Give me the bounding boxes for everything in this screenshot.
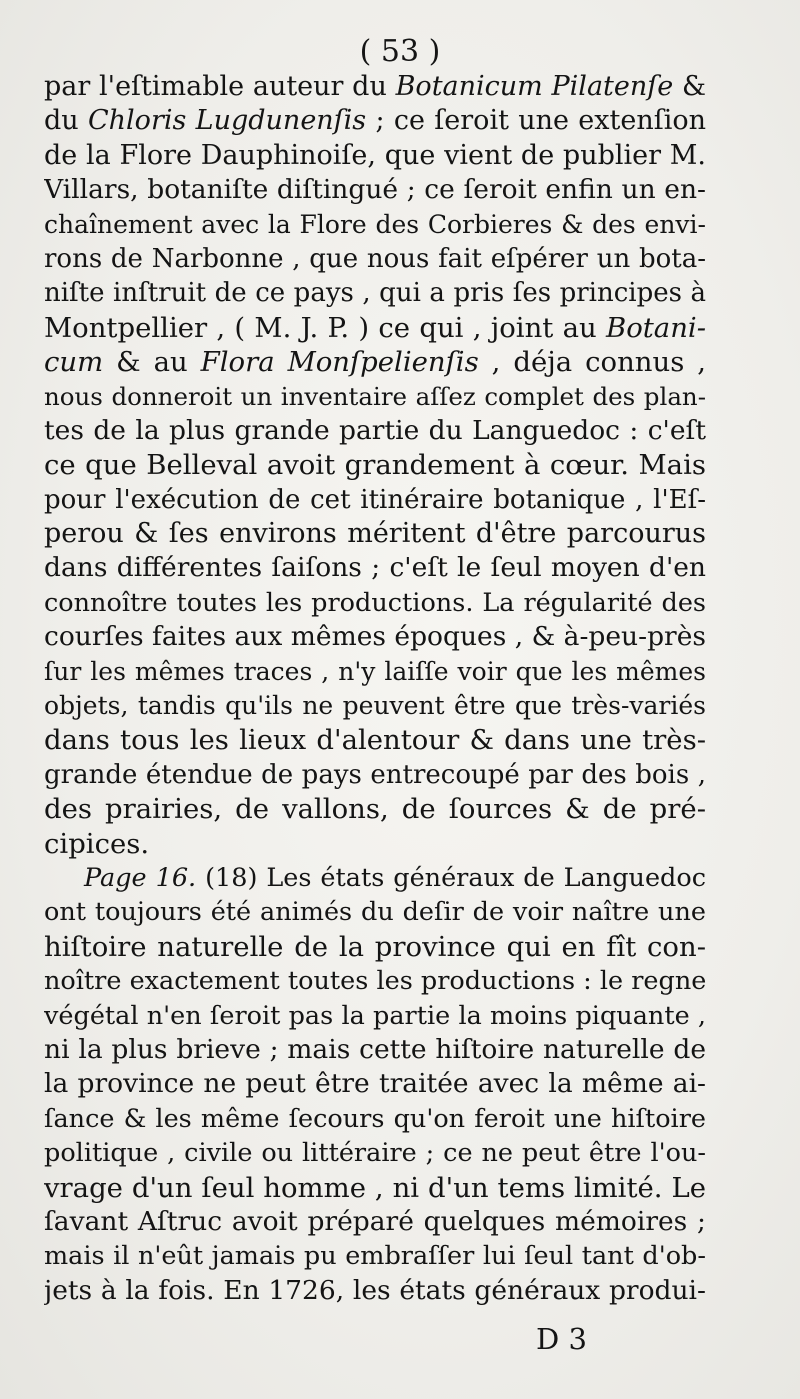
text-segment: tes de la plus grande partie du Languedoc : c'eſt xyxy=(44,414,706,446)
italic-text: Chloris Lugdunenſis xyxy=(88,105,367,137)
text-segment: grande étendue de pays entrecoupé par des bois , xyxy=(44,759,706,790)
signature-mark: D 3 xyxy=(536,1322,587,1356)
text-segment: de la Flore Dauphinoiſe, que vient de publier M. xyxy=(44,139,706,171)
text-segment: du xyxy=(44,105,88,137)
text-segment: courſes faites aux mêmes époques , & à-peu-près xyxy=(44,621,706,653)
body-text xyxy=(44,70,706,1308)
text-line xyxy=(44,173,706,207)
text-line xyxy=(44,999,706,1033)
text-line xyxy=(44,517,706,551)
page-number: ( 53 ) xyxy=(359,34,441,69)
text-line xyxy=(44,139,706,173)
text-line xyxy=(44,792,706,826)
text-segment: ni la plus brieve ; mais cette hiſtoire naturelle de xyxy=(44,1033,706,1065)
text-segment: jets à la fois. En 1726, les états généraux produi- xyxy=(44,1274,706,1306)
text-segment: perou & ſes environs méritent d'être parcourus xyxy=(44,518,706,550)
text-line xyxy=(44,723,706,757)
text-segment: des prairies, de vallons, de ſources & de pré- xyxy=(44,793,706,826)
text-segment: par l'eſtimable auteur du xyxy=(44,71,396,102)
text-line xyxy=(44,208,706,242)
text-line xyxy=(44,964,706,998)
text-line xyxy=(44,380,706,414)
text-segment: vrage d'un ſeul homme , ni d'un tems limité. Le xyxy=(44,1171,706,1204)
text-segment: dans tous les lieux d'alentour & dans une très- xyxy=(44,724,706,757)
text-segment: ſavant Aſtruc avoit préparé quelques mémoires ; xyxy=(44,1205,706,1237)
text-line xyxy=(44,104,706,138)
text-line xyxy=(44,1171,706,1205)
text-segment: Villars, botaniſte diſtingué ; ce ſeroit enfin un en- xyxy=(44,174,706,206)
text-line xyxy=(44,345,706,379)
text-line xyxy=(44,655,706,689)
text-segment: ſur les mêmes traces , n'y laiſſe voir que les mêmes xyxy=(44,656,706,686)
text-segment: pour l'exécution de cet itinéraire botanique , l'Eſ- xyxy=(44,484,706,515)
text-segment: politique , civile ou littéraire ; ce ne peut être l'ou- xyxy=(44,1138,706,1169)
text-line xyxy=(44,1033,706,1067)
text-segment: & au xyxy=(103,346,201,379)
text-segment: rons de Narbonne , que nous fait eſpérer un bota- xyxy=(44,243,706,274)
text-segment: connoître toutes les productions. La régularité des xyxy=(44,587,706,618)
text-line xyxy=(44,1067,706,1101)
text-segment: Montpellier , ( M. J. P. ) ce qui , joint au xyxy=(44,311,606,344)
text-line xyxy=(44,861,706,895)
text-segment: mais il n'eût jamais pu embraſſer lui ſeul tant d'ob- xyxy=(44,1241,706,1272)
text-segment: dans différentes ſaiſons ; c'eſt le ſeul moyen d'en xyxy=(44,552,706,584)
italic-text: Page xyxy=(84,862,147,893)
text-line xyxy=(44,689,706,723)
italic-text: Botani- xyxy=(605,311,706,344)
text-segment: & xyxy=(673,71,706,102)
text-line xyxy=(44,930,706,964)
text-line xyxy=(44,242,706,276)
text-line xyxy=(44,276,706,310)
italic-text: 16. xyxy=(155,862,197,893)
text-segment: ; ce ſeroit une extenſion xyxy=(366,105,706,137)
text-segment: ſance & les même ſecours qu'on feroit une hiſtoire xyxy=(44,1103,706,1134)
text-line xyxy=(44,1239,706,1273)
text-segment: hiſtoire naturelle de la province qui en fît con- xyxy=(44,930,706,963)
italic-text: Flora Monſpelienſis xyxy=(200,346,479,379)
text-line xyxy=(44,1136,706,1170)
text-segment: objets, tandis qu'ils ne peuvent être que très-variés xyxy=(44,691,706,721)
italic-text: Botanicum Pilatenſe xyxy=(395,71,674,102)
text-segment: ce que Belleval avoit grandement à cœur. Mais xyxy=(44,449,706,482)
text-line xyxy=(44,1274,706,1308)
italic-text: cum xyxy=(44,346,104,379)
text-line xyxy=(44,70,706,104)
text-line xyxy=(44,1102,706,1136)
text-segment: la province ne peut être traitée avec la même ai- xyxy=(44,1068,706,1100)
text-segment: cipices. xyxy=(44,827,150,860)
text-segment xyxy=(147,863,156,893)
text-line xyxy=(44,448,706,482)
text-segment: (18) Les états généraux de Languedoc xyxy=(196,862,706,893)
text-segment: végétal n'en ſeroit pas la partie la moins piquante , xyxy=(44,1000,706,1031)
text-line xyxy=(44,551,706,585)
text-line xyxy=(44,758,706,792)
text-line xyxy=(44,1205,706,1239)
text-line xyxy=(44,586,706,620)
text-segment: noître exactement toutes les productions : le regne xyxy=(44,966,706,997)
text-segment: niſte inſtruit de ce pays , qui a pris ſes principes à xyxy=(44,278,706,309)
text-segment: ont toujours été animés du deſir de voir naître une xyxy=(44,897,706,928)
text-line xyxy=(44,827,706,861)
text-line xyxy=(44,311,706,345)
text-line xyxy=(44,414,706,448)
text-segment: nous donneroit un inventaire aſſez complet des plan- xyxy=(44,381,706,411)
text-line xyxy=(44,483,706,517)
text-segment: chaînement avec la Flore des Corbieres & des envi- xyxy=(44,209,706,239)
text-segment: , déja connus , xyxy=(478,346,706,379)
text-line xyxy=(44,620,706,654)
text-line xyxy=(44,895,706,929)
